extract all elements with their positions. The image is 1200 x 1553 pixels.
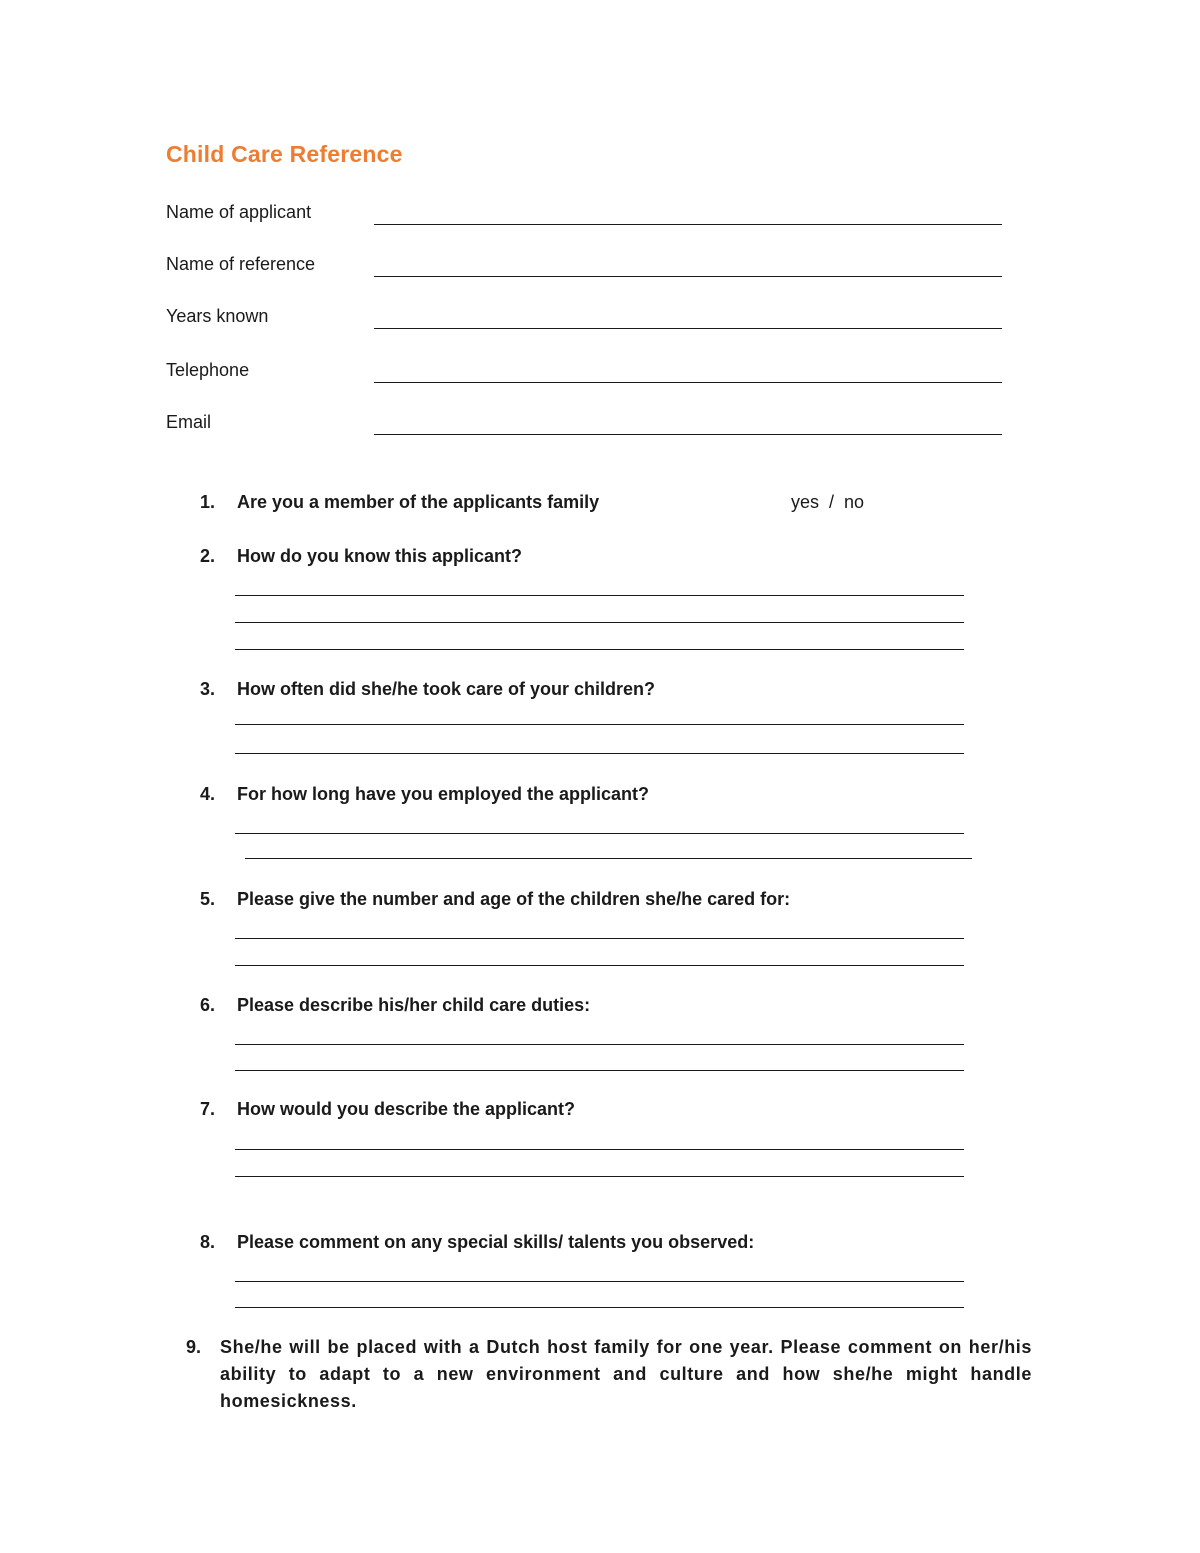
answer-line[interactable] xyxy=(235,965,964,966)
answer-line[interactable] xyxy=(235,1070,964,1071)
field-label: Years known xyxy=(166,306,269,326)
reference-name-input-line[interactable] xyxy=(374,276,1002,277)
field-telephone xyxy=(166,360,1002,390)
field-reference-name xyxy=(166,254,1002,284)
field-years-known xyxy=(166,306,1002,336)
answer-line[interactable] xyxy=(235,1281,964,1282)
question-text: She/he will be placed with a Dutch host family for one year. Please comment on her/his ability to adapt to a new environment and culture and how she/he might handle homesickness. xyxy=(220,1337,1032,1411)
answer-line[interactable] xyxy=(235,833,964,834)
question-text: Please give the number and age of the children she/he cared for: xyxy=(237,889,791,909)
yes-no-choice[interactable]: yes / no xyxy=(791,492,865,512)
answer-line[interactable] xyxy=(235,753,964,754)
question-number: 8. xyxy=(200,1232,216,1252)
question-text: How would you describe the applicant? xyxy=(237,1099,576,1119)
question-number: 9. xyxy=(186,1337,202,1357)
field-applicant-name xyxy=(166,202,1002,232)
answer-line[interactable] xyxy=(235,649,964,650)
question-number: 7. xyxy=(200,1099,216,1119)
question-number: 2. xyxy=(200,546,216,566)
question-number: 4. xyxy=(200,784,216,804)
question-number: 1. xyxy=(200,492,216,512)
question-number: 6. xyxy=(200,995,216,1015)
answer-line[interactable] xyxy=(235,1044,964,1045)
answer-line[interactable] xyxy=(235,724,964,725)
answer-line[interactable] xyxy=(235,1149,964,1150)
years-known-input-line[interactable] xyxy=(374,328,1002,329)
answer-line[interactable] xyxy=(235,938,964,939)
field-label: Email xyxy=(166,412,212,432)
answer-line[interactable] xyxy=(245,858,972,859)
field-label: Name of applicant xyxy=(166,202,312,222)
question-number: 3. xyxy=(200,679,216,699)
question-text: Please describe his/her child care duties: xyxy=(237,995,591,1015)
field-email xyxy=(166,412,1002,442)
question-text: Are you a member of the applicants family xyxy=(237,492,600,512)
question-text: For how long have you employed the applicant? xyxy=(237,784,650,804)
question-number: 5. xyxy=(200,889,216,909)
email-input-line[interactable] xyxy=(374,434,1002,435)
answer-line[interactable] xyxy=(235,622,964,623)
question-text: How do you know this applicant? xyxy=(237,546,523,566)
question-text: Please comment on any special skills/ talents you observed: xyxy=(237,1232,755,1252)
answer-line[interactable] xyxy=(235,1176,964,1177)
applicant-name-input-line[interactable] xyxy=(374,224,1002,225)
answer-line[interactable] xyxy=(235,595,964,596)
field-label: Name of reference xyxy=(166,254,316,274)
telephone-input-line[interactable] xyxy=(374,382,1002,383)
question-text: How often did she/he took care of your children? xyxy=(237,679,656,699)
form-title: Child Care Reference xyxy=(166,141,403,167)
field-label: Telephone xyxy=(166,360,250,380)
answer-line[interactable] xyxy=(235,1307,964,1308)
